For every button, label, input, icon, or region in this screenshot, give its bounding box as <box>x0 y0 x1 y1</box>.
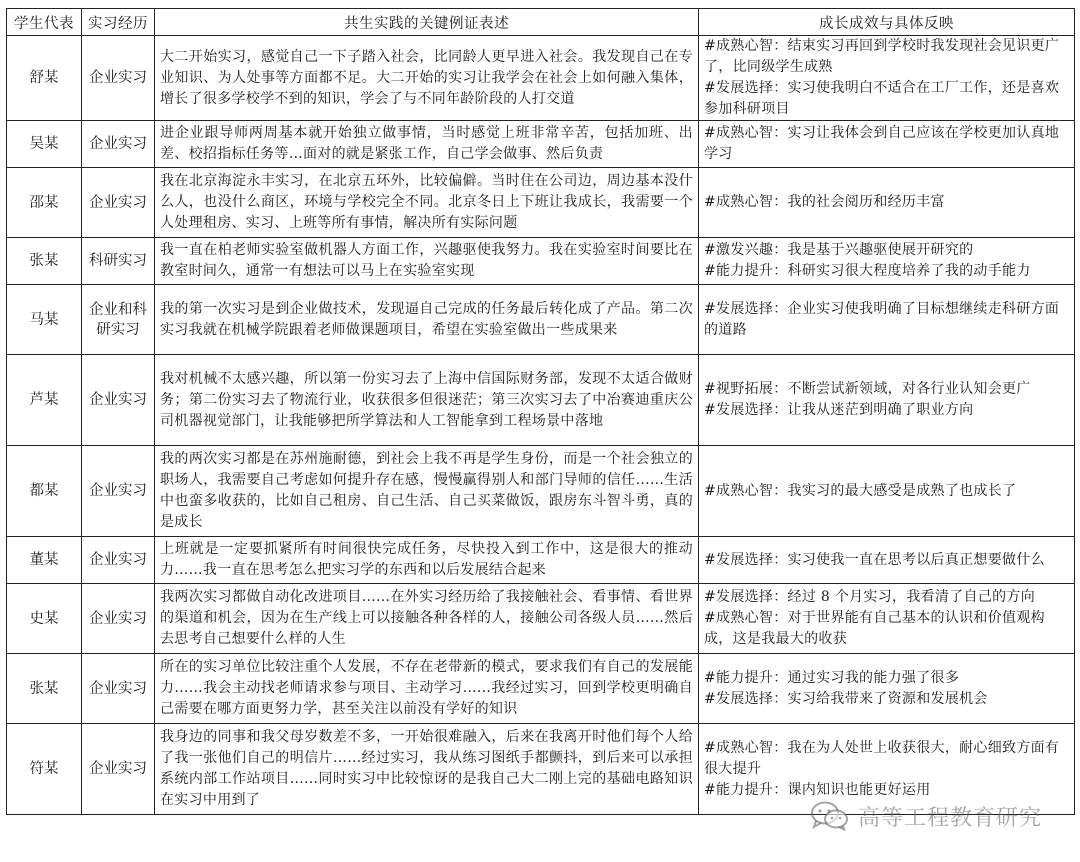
watermark-text: 高等工程教育研究 <box>857 805 1042 831</box>
data-table <box>6 8 1075 815</box>
outcome-item: #能力提升：通过实习我的能力强了很多 <box>704 669 960 686</box>
table-row <box>7 537 1075 584</box>
experience-cell: 企业实习 <box>82 537 155 584</box>
experience-cell: 企业实习 <box>82 168 155 238</box>
table-row <box>7 724 1075 815</box>
table-row <box>7 355 1075 446</box>
outcome-item: #成熟心智：实习让我体会到自己应该在学校更加认真地学习 <box>704 125 1060 162</box>
outcomes-cell <box>699 724 1075 815</box>
table-row <box>7 238 1075 285</box>
header-experience: 实习经历 <box>82 9 155 36</box>
outcome-item: #成熟心智：我实习的最大感受是成熟了也成长了 <box>704 482 1017 499</box>
evidence-cell: 上班就是一定要抓紧所有时间很快完成任务，尽快投入到工作中，这是很大的推动力……我一直在思考怎么把实习学的东西和以后发展结合起来 <box>155 537 699 584</box>
evidence-cell: 我对机械不太感兴趣，所以第一份实习去了上海中信国际财务部，发现不太适合做财务；第二份实习去了物流行业，收获很多但很迷茫；第三次实习去了中冶赛迪重庆公司机器视觉部门，让我能够把所学算法和人工智能拿到工程场景中落地 <box>155 355 699 446</box>
student-cell: 史某 <box>7 584 82 654</box>
table-row <box>7 36 1075 121</box>
experience-cell: 企业实习 <box>82 724 155 815</box>
table-row <box>7 654 1075 724</box>
outcomes-cell <box>699 285 1075 355</box>
student-cell: 芦某 <box>7 355 82 446</box>
experience-cell: 企业实习 <box>82 121 155 168</box>
outcome-item: #能力提升：课内知识也能更好运用 <box>704 781 931 798</box>
outcome-item: #发展选择：实习给我带来了资源和发展机会 <box>704 690 988 707</box>
student-cell: 张某 <box>7 238 82 285</box>
evidence-cell: 我在北京海淀永丰实习，在北京五环外，比较偏僻。当时住在公司边，周边基本没什么人，也没什么商区，环境与学校完全不同。北京冬日上下班让我成长，我需要一个人处理租房、实习、上班等所有事情，解决所有实际问题 <box>155 168 699 238</box>
student-cell: 马某 <box>7 285 82 355</box>
evidence-cell: 我的两次实习都是在苏州施耐德，到社会上我不再是学生身份，而是一个社会独立的职场人，我需要自己考虑如何提升存在感，慢慢赢得别人和部门导师的信任……生活中也蛮多收获的，比如自己租房、自己生活、自己买菜做饭，跟房东斗智斗勇，真的是成长 <box>155 446 699 537</box>
outcomes-cell <box>699 238 1075 285</box>
experience-cell: 企业实习 <box>82 36 155 121</box>
outcomes-cell <box>699 36 1075 121</box>
table-row <box>7 121 1075 168</box>
outcomes-cell <box>699 537 1075 584</box>
student-cell: 董某 <box>7 537 82 584</box>
table-row <box>7 168 1075 238</box>
student-cell: 舒某 <box>7 36 82 121</box>
outcome-item: #成熟心智：我在为人处世上收获很大，耐心细致方面有很大提升 <box>704 739 1060 777</box>
outcomes-cell <box>699 654 1075 724</box>
evidence-cell: 我的第一次实习是到企业做技术，发现逼自己完成的任务最后转化成了产品。第二次实习我就在机械学院跟着老师做课题项目，希望在实验室做出一些成果来 <box>155 285 699 355</box>
student-cell: 都某 <box>7 446 82 537</box>
outcome-item: #发展选择：实习使我明白不适合在工厂工作，还是喜欢参加科研项目 <box>704 80 1060 117</box>
header-student: 学生代表 <box>7 9 82 36</box>
outcome-item: #成熟心智：对于世界能有自己基本的认识和价值观构成，这是我最大的收获 <box>704 610 1045 647</box>
outcome-item: #激发兴趣：我是基于兴趣驱使展开研究的 <box>704 242 974 258</box>
outcomes-cell <box>699 355 1075 446</box>
experience-cell: 科研实习 <box>82 238 155 285</box>
header-outcomes: 成长成效与具体反映 <box>699 9 1075 36</box>
header-evidence: 共生实践的关键例证表述 <box>155 9 699 36</box>
table-row <box>7 584 1075 654</box>
experience-cell: 企业和科研实习 <box>82 285 155 355</box>
outcome-item: #发展选择：实习使我一直在思考以后真正想要做什么 <box>704 551 1045 568</box>
outcomes-cell <box>699 121 1075 168</box>
evidence-cell: 我一直在柏老师实验室做机器人方面工作，兴趣驱使我努力。我在实验室时间要比在教室时间久，通常一有想法可以马上在实验室实现 <box>155 238 699 285</box>
experience-cell: 企业实习 <box>82 654 155 724</box>
student-cell: 张某 <box>7 654 82 724</box>
outcomes-cell <box>699 584 1075 654</box>
outcomes-cell <box>699 168 1075 238</box>
evidence-cell: 大二开始实习，感觉自己一下子踏入社会，比同龄人更早进入社会。我发现自己在专业知识、为人处事等方面都不足。大二开始的实习让我学会在社会上如何融入集体，增长了很多学校学不到的知识，学会了与不同年龄阶段的人打交道 <box>155 36 699 121</box>
outcome-item: #成熟心智：结束实习再回到学校时我发现社会见识更广了，比同级学生成熟 <box>704 38 1060 75</box>
outcome-item: #成熟心智：我的社会阅历和经历丰富 <box>704 194 945 210</box>
outcome-item: #视野拓展：不断尝试新领域，对各行业认知会更广 <box>704 381 1031 397</box>
outcome-item: #发展选择：企业实习使我明确了目标想继续走科研方面的道路 <box>704 300 1060 338</box>
table-row <box>7 446 1075 537</box>
student-cell: 吴某 <box>7 121 82 168</box>
evidence-cell: 我两次实习都做自动化改进项目……在外实习经历给了我接触社会、看事情、看世界的渠道和机会，因为在生产线上可以接触各种各样的人，接触公司各级人员……然后去思考自己想要什么样的人生 <box>155 584 699 654</box>
header-row <box>7 9 1075 36</box>
experience-cell: 企业实习 <box>82 446 155 537</box>
student-cell: 符某 <box>7 724 82 815</box>
experience-cell: 企业实习 <box>82 584 155 654</box>
outcomes-cell <box>699 446 1075 537</box>
evidence-cell: 我身边的同事和我父母岁数差不多，一开始很难融入，后来在我离开时他们每个人给了我一张他们自己的明信片……经过实习，我从练习图纸手都颤抖，到后来可以承担系统内部工作站项目……同时实习中比较惊讶的是我自己大二刚上完的基础电路知识在实习中用到了 <box>155 724 699 815</box>
evidence-cell: 所在的实习单位比较注重个人发展，不存在老带新的模式，要求我们有自己的发展能力……我会主动找老师请求参与项目、主动学习……我经过实习，回到学校更明确自己需要在哪方面更努力学，甚至关注以前没有学好的知识 <box>155 654 699 724</box>
table-row <box>7 285 1075 355</box>
outcome-item: #发展选择：让我从迷茫到明确了职业方向 <box>704 402 974 418</box>
student-cell: 邵某 <box>7 168 82 238</box>
outcome-item: #发展选择：经过 8 个月实习，我看清了自己的方向 <box>704 589 1036 605</box>
evidence-cell: 进企业跟导师两周基本就开始独立做事情，当时感觉上班非常辛苦，包括加班、出差、校招指标任务等…面对的就是紧张工作，自己学会做事、然后负责 <box>155 121 699 168</box>
experience-cell: 企业实习 <box>82 355 155 446</box>
outcome-item: #能力提升：科研实习很大程度培养了我的动手能力 <box>704 263 1031 279</box>
